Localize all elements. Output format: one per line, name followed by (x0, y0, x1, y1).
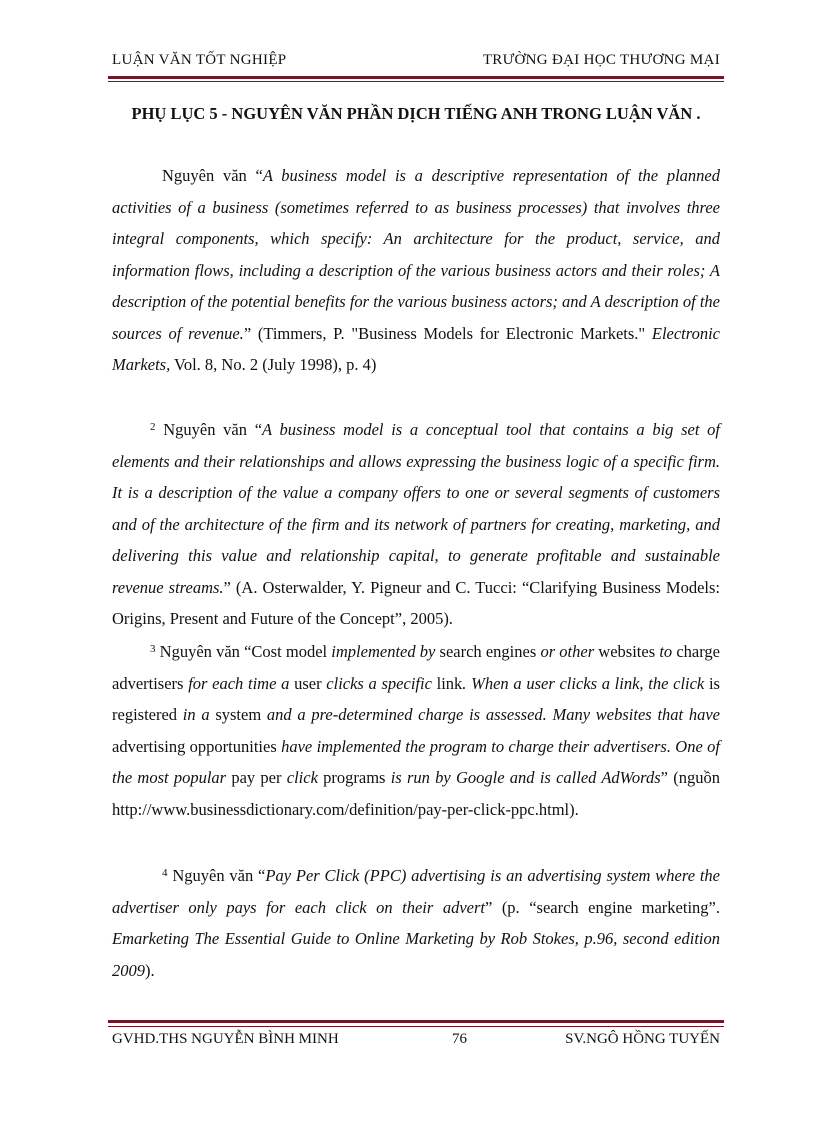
p3-text: advertising opportunities (112, 736, 282, 756)
p2-quote: A business model is a conceptual tool that contains a big set of elements and their relationships and allows expressing the business logic of a specific firm. It is a description of the value a company offers to one or several segments of customers and of the architecture of the firm and its network of partners for creating, marketing, and delivering this value and relationship capital, to generate profitable and sustainable revenue streams. (112, 420, 720, 597)
p1-tail1: ” (Timmers, P. "Business Models for Electronic Markets." (243, 323, 652, 343)
p3-text: link (431, 673, 463, 693)
p3-text: pay per (226, 768, 287, 787)
p3-text: programs (317, 768, 391, 787)
paragraph-3 (112, 636, 720, 825)
page-title: PHỤ LỤC 5 - NGUYÊN VĂN PHẦN DỊCH TIẾNG ANH TRONG LUẬN VĂN . (131, 104, 701, 123)
footnote-marker-4: 4 (162, 867, 168, 879)
p4-tail: ” (p. “search engine marketing”. (484, 897, 720, 917)
p4-source: Emarketing The Essential Guide to Online Marketing by Rob Stokes, p.96, second edition 2009 (112, 929, 720, 980)
footer-rule (108, 1020, 724, 1023)
p4-end: ). (145, 960, 155, 980)
p3-text: system (209, 705, 267, 724)
header-left-text: LUẬN VĂN TỐT NGHIỆP (112, 52, 287, 68)
paragraph-1 (112, 160, 720, 381)
p3-italic: for each time a (188, 673, 290, 693)
p1-tail2: Vol. 8, No. 2 (July 1998), p. 4) (170, 355, 377, 374)
footer-rule-thin (108, 1026, 724, 1027)
p1-quote: A business model is a descriptive representation of the planned activities of a business (sometimes referred to as business processes) that involves three integral components, which specify: An architecture for the product, service, and information flows, including a description of the various business actors and their roles; A description of the potential benefits for the various business actors; and A description of the sources of revenue. (112, 166, 721, 343)
p3-italic: is run by Google and is called AdWords (390, 768, 661, 787)
page-number: 76 (452, 1031, 467, 1047)
p3-italic: in a (182, 705, 210, 724)
p3-text: Nguyên văn “Cost model (155, 642, 332, 661)
paragraph-2 (112, 414, 720, 635)
p2-lead: Nguyên văn “ (155, 420, 263, 439)
footer-advisor: GVHD.THS NGUYỄN BÌNH MINH (112, 1031, 339, 1047)
p3-italic: and a pre-determined charge is assessed. Many websites that have (266, 705, 720, 724)
p3-text: charge advertisers (112, 642, 721, 693)
p3-text: search engines (435, 642, 541, 661)
page-header (112, 52, 720, 74)
header-rule-thin (108, 81, 724, 82)
footnote-marker-3: 3 (150, 643, 156, 655)
p1-lead: Nguyên văn “ (162, 166, 263, 185)
p3-text: is registered (112, 673, 720, 724)
p3-text: user (289, 673, 327, 693)
p3-text: ” (nguồn http://www.businessdictionary.com/definition/pay-per-click-ppc.html). (112, 768, 720, 819)
p3-italic: click (286, 768, 318, 787)
p3-italic: have implemented the program to charge their advertisers. One of the most popular (112, 736, 720, 787)
p4-lead: Nguyên văn “ (167, 866, 266, 885)
page-footer (112, 1031, 720, 1053)
p2-tail: ” (A. Osterwalder, Y. Pigneur and C. Tucci: “Clarifying Business Models: Origins, Present and Future of the Concept”, 2005). (112, 577, 720, 628)
p3-italic: clicks a specific (326, 673, 432, 693)
p3-italic: to (659, 642, 673, 661)
p3-italic: implemented by (331, 642, 436, 661)
footer-student: SV.NGÔ HỒNG TUYẾN (565, 1031, 720, 1047)
p3-italic: or other (540, 642, 595, 661)
p3-italic: . When a user clicks a link, the click (462, 673, 705, 693)
p3-text: websites (594, 642, 660, 661)
p4-quote: Pay Per Click (PPC) advertising is an advertising system where the advertiser only pays for each click on their advert (112, 866, 721, 917)
paragraph-4 (112, 860, 720, 986)
footnote-marker-2: 2 (150, 421, 156, 433)
p1-journal: Electronic Markets, (112, 323, 720, 374)
header-right-text: TRƯỜNG ĐẠI HỌC THƯƠNG MẠI (482, 52, 720, 68)
